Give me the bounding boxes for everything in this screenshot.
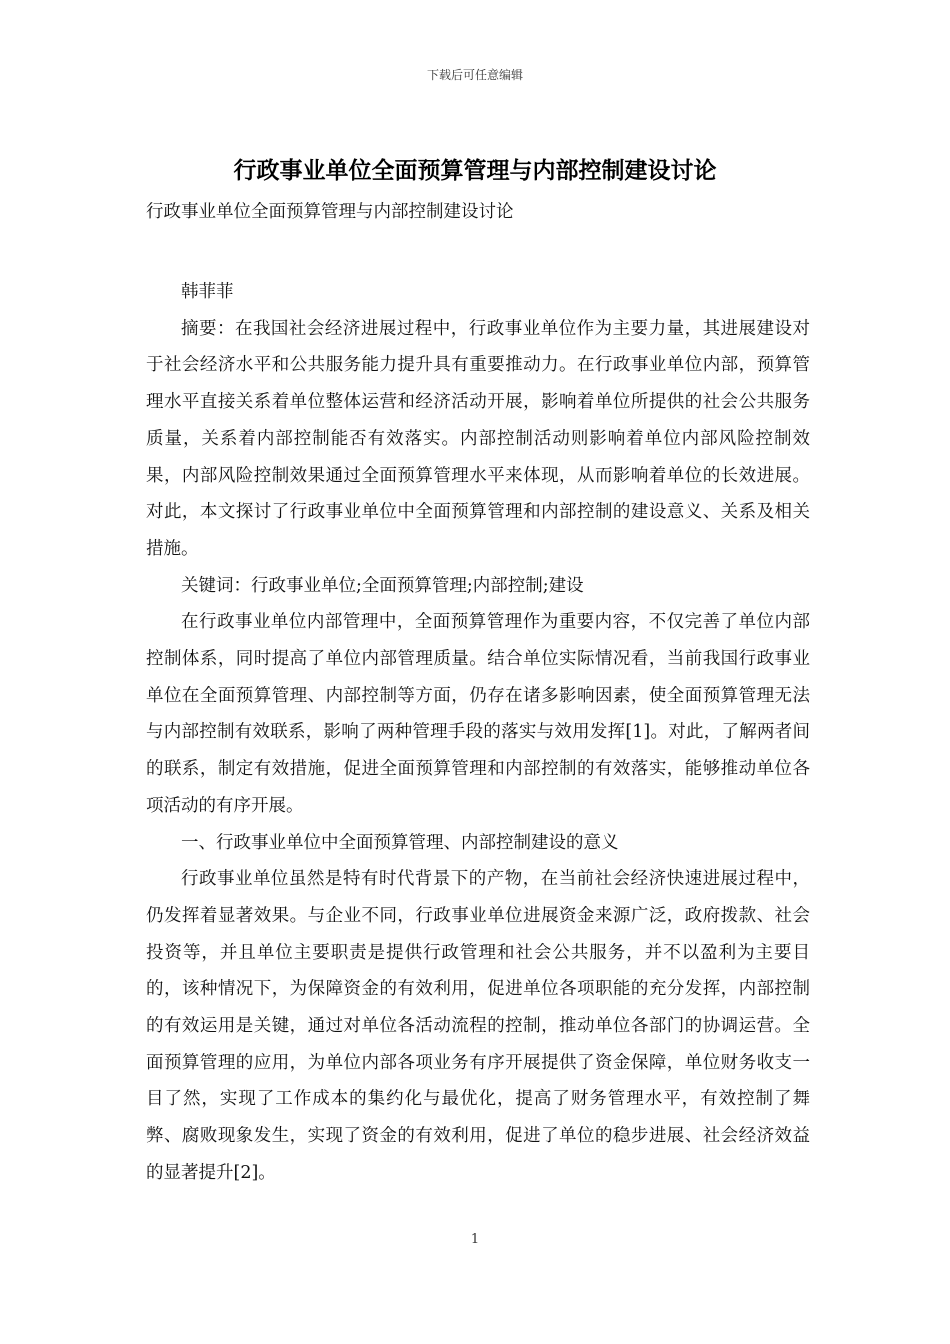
- keywords-paragraph: 关键词：行政事业单位;全面预算管理;内部控制;建设: [181, 575, 584, 596]
- abstract-paragraph: 摘要：在我国社会经济进展过程中，行政事业单位作为主要力量，其进展建设对于社会经济水平和公共服务能力提升具有重要推动力。在行政事业单位内部，预算管理水平直接关系着单位整体运营和经济活动开展，影响着单位所提供的社会公共服务质量，关系着内部控制能否有效落实。内部控制活动则影响着单位内部风险控制效果，内部风险控制效果通过全面预算管理水平来体现，从而影响着单位的长效进展。对此，本文探讨了行政事业单位中全面预算管理和内部控制的建设意义、关系及相关措施。: [146, 318, 810, 559]
- author-name: 韩菲菲: [181, 282, 234, 302]
- header-note: 下载后可任意编辑: [426, 68, 523, 82]
- document-body: [146, 274, 810, 1192]
- document-title: 行政事业单位全面预算管理与内部控制建设讨论: [233, 158, 717, 184]
- page-number: 1: [470, 1232, 480, 1247]
- section-paragraph: 行政事业单位虽然是特有时代背景下的产物，在当前社会经济快速进展过程中，仍发挥着显著效果。与企业不同，行政事业单位进展资金来源广泛，政府拨款、社会投资等，并且单位主要职责是提供行政管理和社会公共服务，并不以盈利为主要目的，该种情况下，为保障资金的有效利用，促进单位各项职能的充分发挥，内部控制的有效运用是关键，通过对单位各活动流程的控制，推动单位各部门的协调运营。全面预算管理的应用，为单位内部各项业务有序开展提供了资金保障，单位财务收支一目了然，实现了工作成本的集约化与最优化，提高了财务管理水平，有效控制了舞弊、腐败现象发生，实现了资金的有效利用，促进了单位的稳步进展、社会经济效益的显著提升[2]。: [146, 869, 810, 1183]
- section-heading: 一、行政事业单位中全面预算管理、内部控制建设的意义: [181, 832, 619, 853]
- document-subtitle: 行政事业单位全面预算管理与内部控制建设讨论: [146, 202, 514, 222]
- intro-paragraph: 在行政事业单位内部管理中，全面预算管理作为重要内容，不仅完善了单位内部控制体系，同时提高了单位内部管理质量。结合单位实际情况看，当前我国行政事业单位在全面预算管理、内部控制等方面，仍存在诸多影响因素，使全面预算管理无法与内部控制有效联系，影响了两种管理手段的落实与效用发挥[1]。对此，了解两者间的联系，制定有效措施，促进全面预算管理和内部控制的有效落实，能够推动单位各项活动的有序开展。: [146, 612, 810, 816]
